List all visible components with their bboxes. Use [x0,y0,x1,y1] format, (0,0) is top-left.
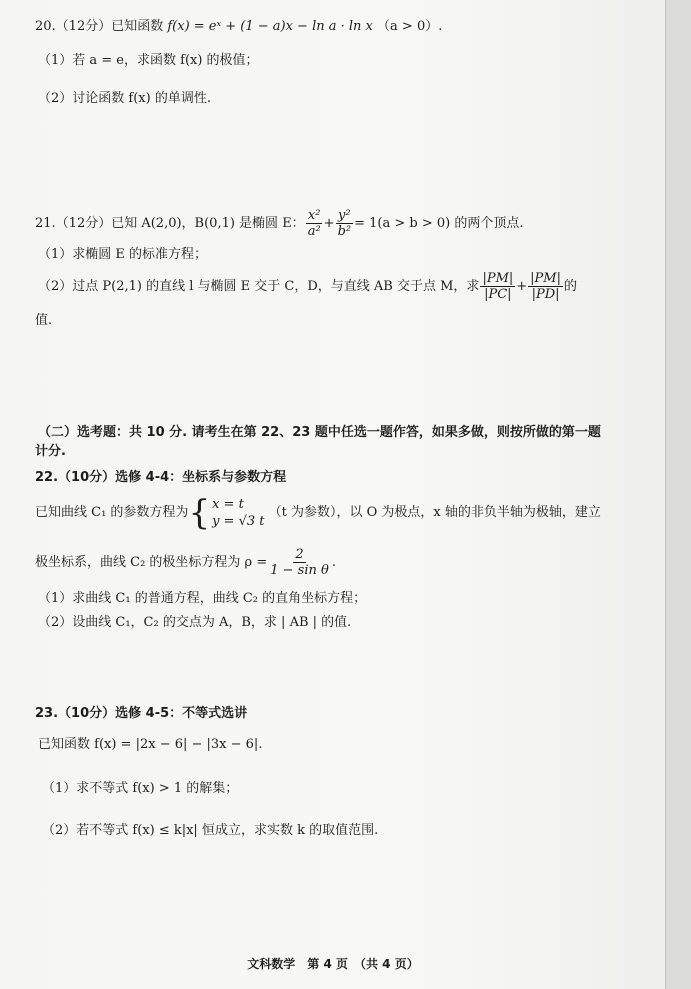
q22-line1-tail: （t 为参数），以 O 为极点，x 轴的非负半轴为极轴，建立 [268,505,601,520]
q20-part1: （1）若 a = e，求函数 f(x) 的极值； [38,53,259,68]
q21-heading: 21.（12分）已知 A(2,0)，B(0,1) 是椭圆 E： $\frac{\text{x²}}{\text{a²}}$ + $\frac{\text{y²}}{\text{b²}}$ = 1(a > b > 0) 的两个顶点. [35,208,524,239]
q20-head-text: 20.（12分）已知函数 [35,19,164,34]
q22-polar-den: 1 − sin θ [270,563,329,578]
q22-polar-frac [268,547,331,578]
q22-param-eq2: y = √3 t [212,513,265,529]
q21-frac-pc-num: |PM| [482,271,514,286]
left-brace-symbol: { [188,492,211,533]
q23-part1: （1）求不等式 f(x) > 1 的解集； [42,781,239,796]
q21-frac-y-num: y² [338,208,351,223]
q22-line1-text: 已知曲线 C₁ 的参数方程为 [35,505,189,520]
q23-heading: 23.（10分）选修 4-5：不等式选讲 [35,706,248,721]
q21-part2-end: 值. [35,313,53,328]
q21-part2-tail: 的 [564,279,578,294]
section-heading-line2: 计分. [35,444,66,459]
q20-part2: （2）讨论函数 f(x) 的单调性. [38,91,211,106]
q22-param-eq1: x = t [212,496,244,512]
q21-frac-y [336,208,354,239]
q20-function: f(x) = eˣ + (1 − a)x − ln a · ln x [167,19,373,34]
q21-part2: （2）过点 P(2,1) 的直线 l 与椭圆 E 交于 C，D，与直线 AB 交于点 M，求 $\frac{|PM|}{|PC|}$ + $\frac{|PM|}{|PD|}$ 的 [38,271,578,302]
q22-heading: 22.（10分）选修 4-4：坐标系与参数方程 [35,470,287,485]
q21-frac-pd-num: |PM| [530,271,561,286]
q22-line1 [35,493,601,533]
q22-polar-num: 2 [295,547,304,562]
q22-line2-tail: . [331,555,336,570]
q21-frac-x-den: a² [307,224,321,239]
q20-condition: （a > 0）. [377,19,443,34]
q22-param-system [212,496,264,530]
q22-line2-text: 极坐标系，曲线 C₂ 的极坐标方程为 ρ = [35,555,268,570]
q21-frac-pd-den: |PD| [531,287,560,302]
q21-head-text: 21.（12分）已知 A(2,0)，B(0,1) 是椭圆 E： [35,216,305,231]
q23-line1: 已知函数 f(x) = |2x − 6| − |3x − 6|. [38,737,263,752]
q21-tail-text: = 1(a > b > 0) 的两个顶点. [354,216,524,231]
q21-part2-text: （2）过点 P(2,1) 的直线 l 与椭圆 E 交于 C，D，与直线 AB 交于点 M，求 [38,279,480,294]
page-footer: 文科数学 第 4 页 （共 4 页） [247,957,419,971]
q21-part1: （1）求椭圆 E 的标准方程； [38,247,208,262]
q21-frac-pc [480,271,515,302]
q21-frac-x-num: x² [307,208,321,223]
q21-frac-pc-den: |PC| [484,287,512,302]
q21-frac-x [306,208,323,239]
q22-part2: （2）设曲线 C₁，C₂ 的交点为 A，B，求 | AB | 的值. [38,615,352,630]
q22-line2 [35,545,336,581]
section-heading-line1: （二）选考题：共 10 分. 请考生在第 22、23 题中任选一题作答，如果多做，则按所做的第一题 [38,425,601,440]
q21-frac-pd [528,271,563,302]
q20-heading [35,18,442,36]
q21-frac-y-den: b² [337,224,352,239]
q22-part1: （1）求曲线 C₁ 的普通方程，曲线 C₂ 的直角坐标方程； [38,591,367,606]
q23-part2: （2）若不等式 f(x) ≤ k|x| 恒成立，求实数 k 的取值范围. [42,823,379,838]
page-edge [666,0,691,989]
